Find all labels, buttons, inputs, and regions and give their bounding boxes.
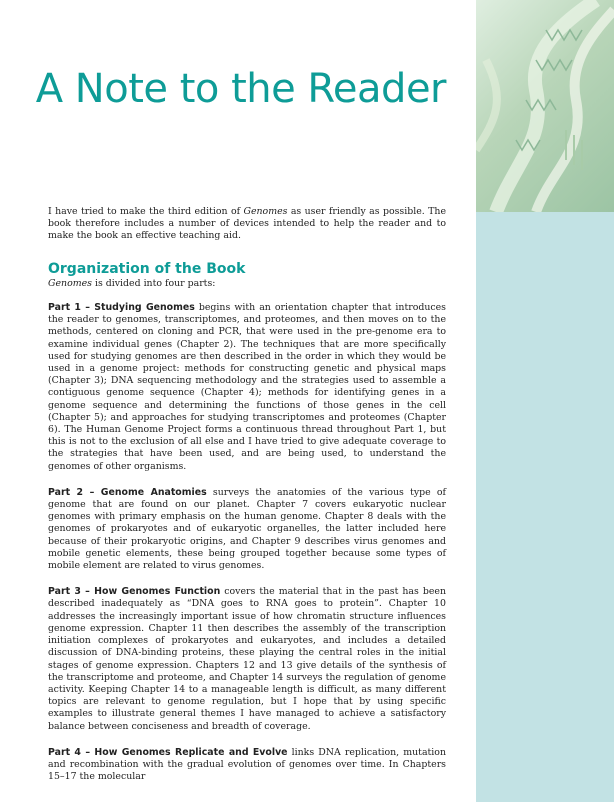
part-3-paragraph [48, 586, 446, 732]
part-4-text: links DNA replication, mutation and recombination with the gradual evolution of genomes over time. In Chapters 15–17 the molecular [48, 746, 446, 783]
intro-text-end: as user friendly as possible. The book therefore includes a number of devices intended to help the reader and to make the book an effective teaching aid. [48, 206, 446, 242]
part-2-paragraph [48, 487, 446, 572]
section-book-title: Genomes [48, 277, 92, 289]
section-intro [48, 278, 446, 290]
page-content [48, 206, 446, 797]
page-title: A Note to the Reader [35, 66, 446, 112]
section-intro-text: is divided into four parts: [91, 277, 216, 289]
section-heading: Organization of the Book [48, 260, 246, 277]
part-1-text: begins with an orientation chapter that introduces the reader to genomes, transcriptomes, and proteomes, and then moves on to the methods, centered on cloning and PCR, that were used in the pre-genome era to examine individual genes (Chapter 2). The techniques that are more specifically used for studying genomes are then described in the order in which they would be used in a genome project: methods for constructing genetic and physical maps (Chapter 3); DNA sequencing methodology and the strategies used to assemble a contiguous genome sequence (Chapter 4); methods for identifying genes in a genome sequence and determining the functions of those genes in the cell (Chapter 5); and approaches for studying transcriptomes and proteomes (Chapter 6). The Human Genome Project forms a continuous thread throughout Part 1, but this is not to the exclusion of all else and I have tried to give adequate coverage to the strategies that have been used, and are being used, to understand the genomes of other organisms. [48, 302, 446, 472]
part-1-paragraph [48, 302, 446, 473]
part-1-title: Part 1 – Studying Genomes [48, 302, 195, 314]
intro-paragraph [48, 206, 446, 243]
dna-helix-graphic [476, 0, 614, 212]
part-3-title: Part 3 – How Genomes Function [48, 586, 221, 598]
intro-text-start: I have tried to make the third edition of [48, 206, 244, 217]
intro-book-title: Genomes [243, 206, 288, 217]
part-4-paragraph [48, 747, 446, 784]
part-4-title: Part 4 – How Genomes Replicate and Evolve [48, 746, 288, 758]
part-3-text: covers the material that in the past has been described inadequately as “DNA goes to RNA goes to protein”. Chapter 10 addresses the increasingly important issue of how chromatin structure influences genome expression. Chapter 11 then describes the assembly of the transcription initiation complexes of prokaryotes and eukaryotes, and includes a detailed discussion of DNA-binding proteins, these playing the central roles in the initial stages of genome expression. Chapters 12 and 13 give details of the synthesis of the transcriptome and proteome, and Chapter 14 surveys the regulation of genome activity. Keeping Chapter 14 to a manageable length is difficult, as many different topics are relevant to genome regulation, but I hope that by using specific examples to illustrate general themes I have managed to achieve a satisfactory balance between conciseness and breadth of coverage. [48, 586, 446, 732]
part-2-text: surveys the anatomies of the various type of genome that are found on our planet. Chapter 7 covers eukaryotic nuclear genomes with primary emphasis on the human genome. Chapter 8 deals with the genomes of prokaryotes and of eukaryotic organelles, the latter included here because of their prokaryotic origins, and Chapter 9 describes virus genomes and mobile genetic elements, these being grouped together because some types of mobile element are related to virus genomes. [48, 486, 446, 572]
dna-illustration [476, 0, 614, 212]
part-2-title: Part 2 – Genome Anatomies [48, 486, 207, 498]
